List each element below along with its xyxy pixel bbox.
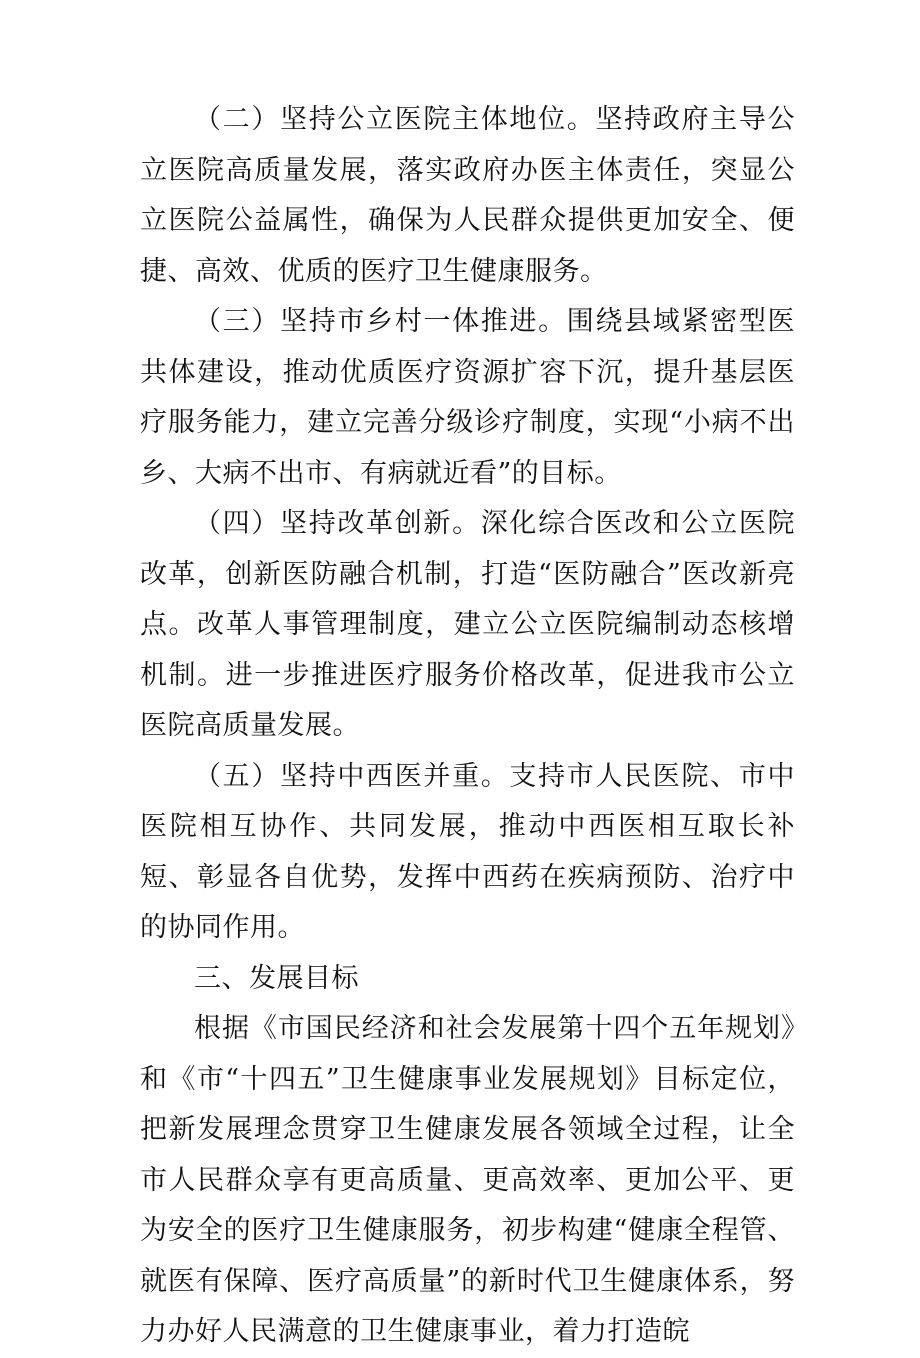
paragraph-principle-3: （三）坚持市乡村一体推进。围绕县域紧密型医共体建设，推动优质医疗资源扩容下沉，提升基层医疗服务能力，建立完善分级诊疗制度，实现“小病不出乡、大病不出市、有病就近看”的目标。 [140, 306, 795, 489]
paragraph-development-goal: 根据《市国民经济和社会发展第十四个五年规划》和《市“十四五”卫生健康事业发展规划》目标定位，把新发展理念贯穿卫生健康发展各领域全过程，让全市人民群众享有更高质量、更高效率、更加公平、更为安全的医疗卫生健康服务，初步构建“健康全程管、就医有保障、医疗高质量”的新时代卫生健康体系，努力办好人民满意的卫生健康事业，着力打造皖 [140, 1013, 795, 1347]
section-heading: 三、发展目标 [194, 962, 359, 994]
paragraph-principle-5: （五）坚持中西医并重。支持市人民医院、市中医院相互协作、共同发展，推动中西医相互取长补短、彰显各自优势，发挥中西药在疾病预防、治疗中的协同作用。 [140, 760, 795, 943]
document-body [140, 95, 795, 1358]
paragraph-principle-4: （四）坚持改革创新。深化综合医改和公立医院改革，创新医防融合机制，打造“医防融合”医改新亮点。改革人事管理制度，建立公立医院编制动态核增机制。进一步推进医疗服务价格改革，促进我市公立医院高质量发展。 [140, 508, 795, 741]
paragraph-principle-2: （二）坚持公立医院主体地位。坚持政府主导公立医院高质量发展，落实政府办医主体责任，突显公立医院公益属性，确保为人民群众提供更加安全、便捷、高效、优质的医疗卫生健康服务。 [140, 104, 795, 287]
